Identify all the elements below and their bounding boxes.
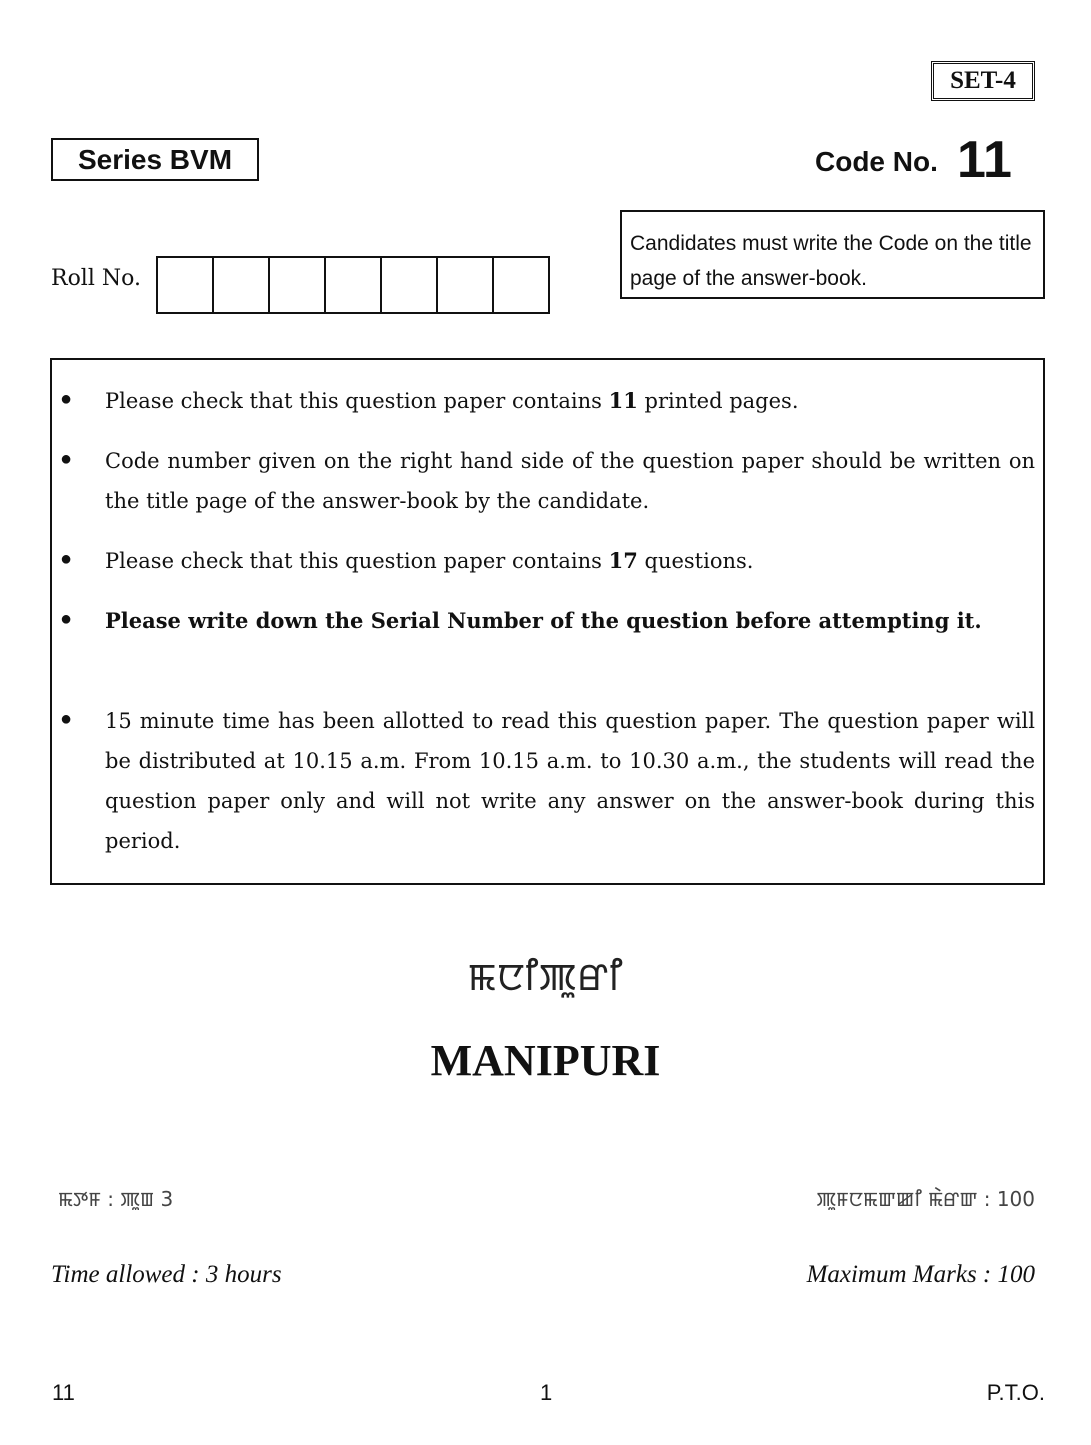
bullet-icon: ● — [60, 608, 73, 630]
time-script: ꯃꯇꯝ : ꯄꯨꯡ 3 — [58, 1187, 174, 1211]
bullet-icon: ● — [60, 708, 73, 730]
time-allowed: Time allowed : 3 hours — [51, 1261, 282, 1288]
maximum-marks: Maximum Marks : 100 — [806, 1261, 1035, 1288]
roll-number-cell[interactable] — [158, 258, 214, 312]
roll-label: Roll No. — [51, 266, 141, 291]
roll-number-cell[interactable] — [382, 258, 438, 312]
series-label: Series BVM — [51, 138, 259, 181]
subject-title: MANIPURI — [430, 1036, 661, 1085]
marks-script: ꯄꯨꯝꯅꯃꯛꯀꯤ ꯃꯥꯔꯛ : 100 — [816, 1187, 1035, 1211]
roll-number-cell[interactable] — [494, 258, 548, 312]
roll-number-cell[interactable] — [438, 258, 494, 312]
roll-number-cell[interactable] — [214, 258, 270, 312]
footer-code: 11 — [52, 1380, 75, 1405]
instruction-1: Please check that this question paper contains 11 printed pages. — [105, 388, 799, 413]
subject-script-title: ꯃꯅꯤꯄꯨꯔꯤ — [467, 955, 624, 999]
instruction-5: 15 minute time has been allotted to read this question paper. The question paper will be distributed at 10.15 a.m. From 10.15 a.m. to 10.30 a.m., the students will read the question paper only and will not write any answer on the answer-book during this period. — [105, 709, 1035, 853]
set-label: SET-4 — [931, 61, 1035, 101]
footer-pto: P.T.O. — [986, 1380, 1045, 1405]
candidate-note: Candidates must write the Code on the title page of the answer-book. — [620, 210, 1045, 299]
page-number: 1 — [540, 1380, 553, 1405]
bullet-icon: ● — [60, 548, 73, 570]
bullet-icon: ● — [60, 448, 73, 470]
instruction-3: Please check that this question paper contains 17 questions. — [105, 548, 754, 573]
code-number: 11 — [957, 131, 1012, 189]
code-label: Code No. — [815, 146, 938, 177]
instruction-2: Code number given on the right hand side of the question paper should be written on the title page of the answer-book by the candidate. — [105, 449, 1035, 513]
roll-number-grid[interactable] — [156, 256, 550, 314]
roll-number-cell[interactable] — [270, 258, 326, 312]
roll-number-cell[interactable] — [326, 258, 382, 312]
bullet-icon: ● — [60, 388, 73, 410]
instruction-4: Please write down the Serial Number of the question before attempting it. — [105, 608, 982, 633]
